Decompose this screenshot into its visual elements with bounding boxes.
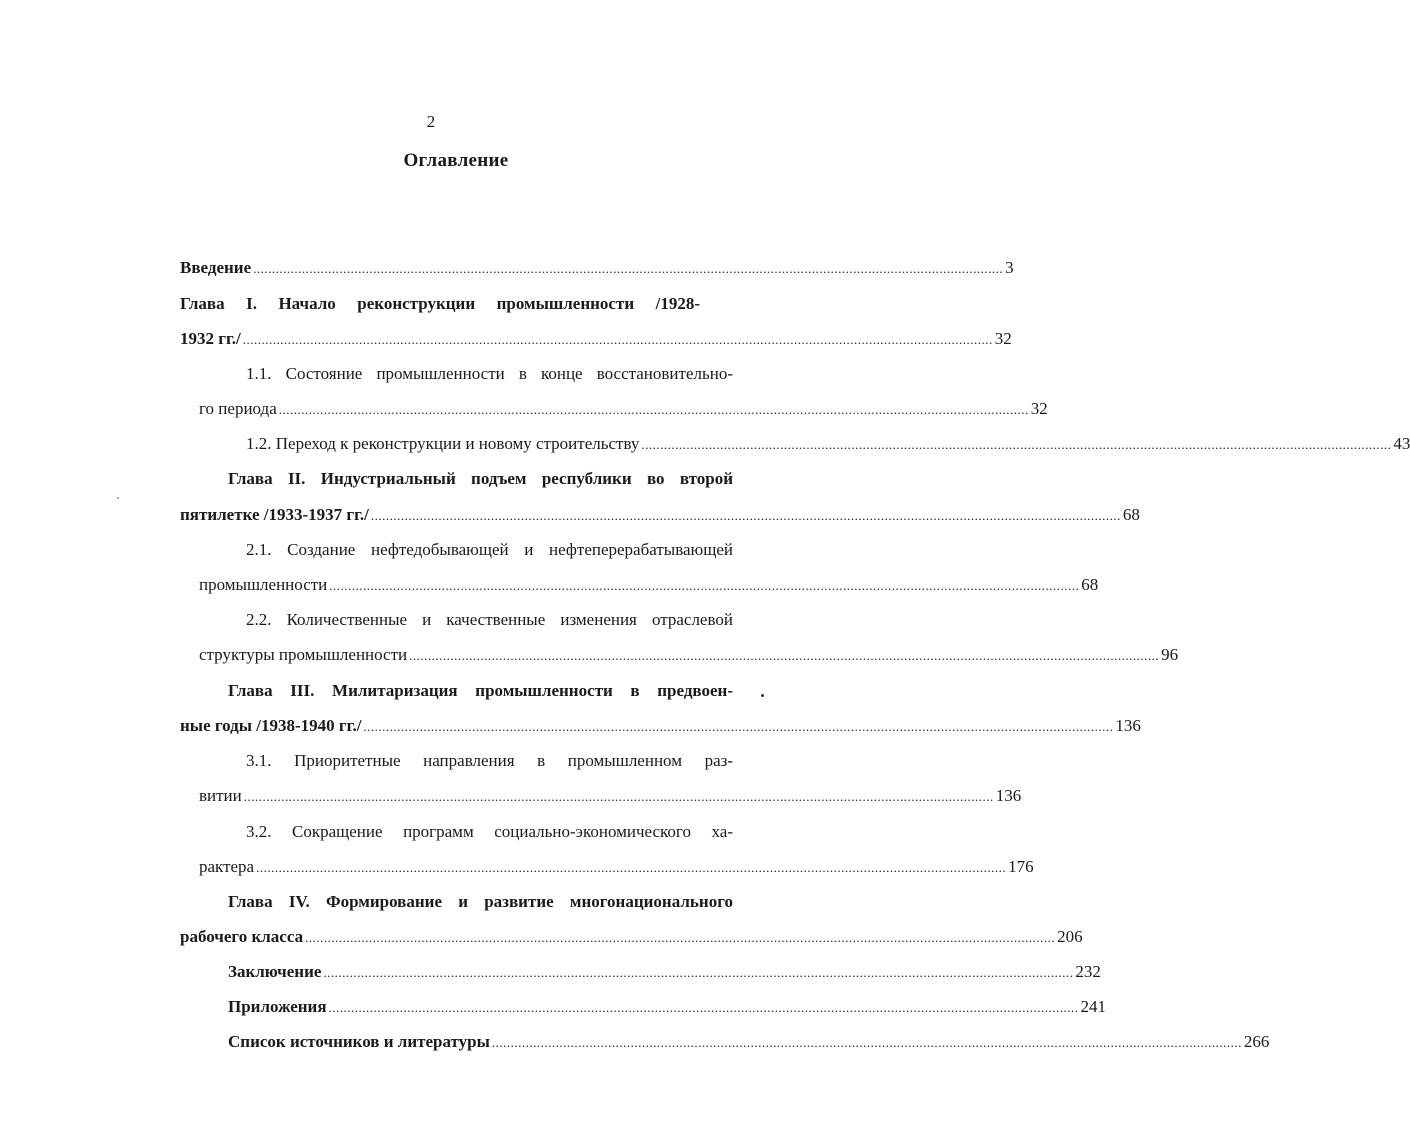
toc-entry-section-3-2 — [199, 855, 1034, 879]
toc-entry-title: рабочего класса — [180, 927, 304, 946]
toc-entry-title: ные годы /1938-1940 гг./ — [180, 716, 362, 735]
toc-entry-chapter-3-line-1: Глава III. Милитаризация промышленности в предвоен- — [228, 681, 733, 700]
toc-entry-title: рактера — [199, 857, 255, 876]
toc-entry-chapter-3 — [180, 714, 1141, 738]
toc-entry-title: Заключение — [228, 962, 322, 981]
toc-page-number: 266 — [1243, 1032, 1270, 1051]
toc-entry-chapter-1-line-1: Глава I. Начало реконструкции промышленности /1928- — [180, 294, 700, 313]
toc-entry-section-1-1 — [199, 397, 1048, 421]
toc-page-number: 96 — [1161, 645, 1179, 664]
leader-dots: ........................................................................................................................................................................................................ — [328, 1000, 1079, 1015]
toc-page-number: 136 — [1115, 716, 1141, 735]
toc-entry-section-3-1 — [199, 784, 1022, 808]
toc-entry-chapter-4 — [180, 925, 1083, 949]
leader-dots: ........................................................................................................................................................................................................ — [242, 332, 993, 347]
leader-dots: ........................................................................................................................................................................................................ — [370, 508, 1121, 523]
toc-entry-chapter-2-line-1: Глава II. Индустриальный подъем республики во второй — [228, 469, 733, 488]
toc-page-number: 136 — [995, 786, 1022, 805]
toc-page-number: 206 — [1057, 927, 1083, 946]
leader-dots: ........................................................................................................................................................................................................ — [641, 437, 1392, 452]
toc-entry-title: Введение — [180, 258, 252, 277]
toc-entry-section-1-1-line-1: 1.1. Состояние промышленности в конце восстановительно- — [246, 364, 733, 383]
toc-entry-section-2-1-line-1: 2.1. Создание нефтедобывающей и нефтеперерабатывающей — [246, 540, 733, 559]
toc-entry-title: Список источников и литературы — [228, 1032, 490, 1051]
toc-page-number: 3 — [1005, 258, 1014, 277]
toc-entry-section-2-2-line-1: 2.2. Количественные и качественные изменения отраслевой — [246, 610, 733, 629]
leader-dots: ........................................................................................................................................................................................................ — [305, 930, 1056, 945]
leader-dots: ........................................................................................................................................................................................................ — [329, 578, 1080, 593]
leader-dots: ........................................................................................................................................................................................................ — [243, 789, 994, 804]
toc-entry-section-1-2 — [246, 432, 1410, 456]
toc-entry-conclusion — [228, 960, 1101, 984]
page-number: 2 — [426, 112, 436, 131]
toc-entry-title: структуры промышленности — [199, 645, 408, 664]
leader-dots: ........................................................................................................................................................................................................ — [256, 860, 1007, 875]
toc-page-number: 232 — [1075, 962, 1101, 981]
toc-entry-title: 1932 гг./ — [180, 329, 241, 348]
leader-dots: ........................................................................................................................................................................................................ — [278, 402, 1029, 417]
toc-page-number: 68 — [1081, 575, 1099, 594]
toc-entry-title: Приложения — [228, 997, 327, 1016]
leader-dots: ........................................................................................................................................................................................................ — [253, 261, 1004, 276]
toc-entry-references — [228, 1030, 1270, 1054]
toc-page-number: 176 — [1008, 857, 1034, 876]
leader-dots: ........................................................................................................................................................................................................ — [409, 648, 1160, 663]
toc-page-number: 68 — [1122, 505, 1140, 524]
toc-entry-section-3-2-line-1: 3.2. Сокращение программ социально-экономического ха- — [246, 822, 733, 841]
toc-page-number: 43 — [1393, 434, 1410, 453]
scan-speck — [117, 497, 119, 499]
toc-entry-section-2-2 — [199, 643, 1179, 667]
toc-entry-title: витии — [199, 786, 242, 805]
toc-entry-section-3-1-line-1: 3.1. Приоритетные направления в промышленном раз- — [246, 751, 733, 770]
page-title: Оглавление — [403, 150, 509, 171]
toc-page-number: 32 — [1030, 399, 1048, 418]
toc-entry-title: го периода — [199, 399, 277, 418]
toc-entry-introduction — [180, 256, 1014, 280]
toc-entry-title: пятилетке /1933-1937 гг./ — [180, 505, 369, 524]
toc-entry-chapter-4-line-1: Глава IV. Формирование и развитие многонационального — [228, 892, 733, 911]
leader-dots: ........................................................................................................................................................................................................ — [363, 719, 1114, 734]
toc-page-number: 241 — [1080, 997, 1107, 1016]
toc-entry-appendices — [228, 995, 1107, 1019]
toc-entry-chapter-2 — [180, 503, 1140, 527]
toc-entry-title: 1.2. Переход к реконструкции и новому строительству — [246, 434, 640, 453]
toc-page-number: 32 — [994, 329, 1012, 348]
leader-dots: ........................................................................................................................................................................................................ — [323, 965, 1074, 980]
scan-speck — [761, 694, 764, 697]
toc-entry-section-2-1 — [199, 573, 1099, 597]
leader-dots: ........................................................................................................................................................................................................ — [491, 1035, 1242, 1050]
toc-entry-title: промышленности — [199, 575, 328, 594]
toc-entry-chapter-1 — [180, 327, 1012, 351]
